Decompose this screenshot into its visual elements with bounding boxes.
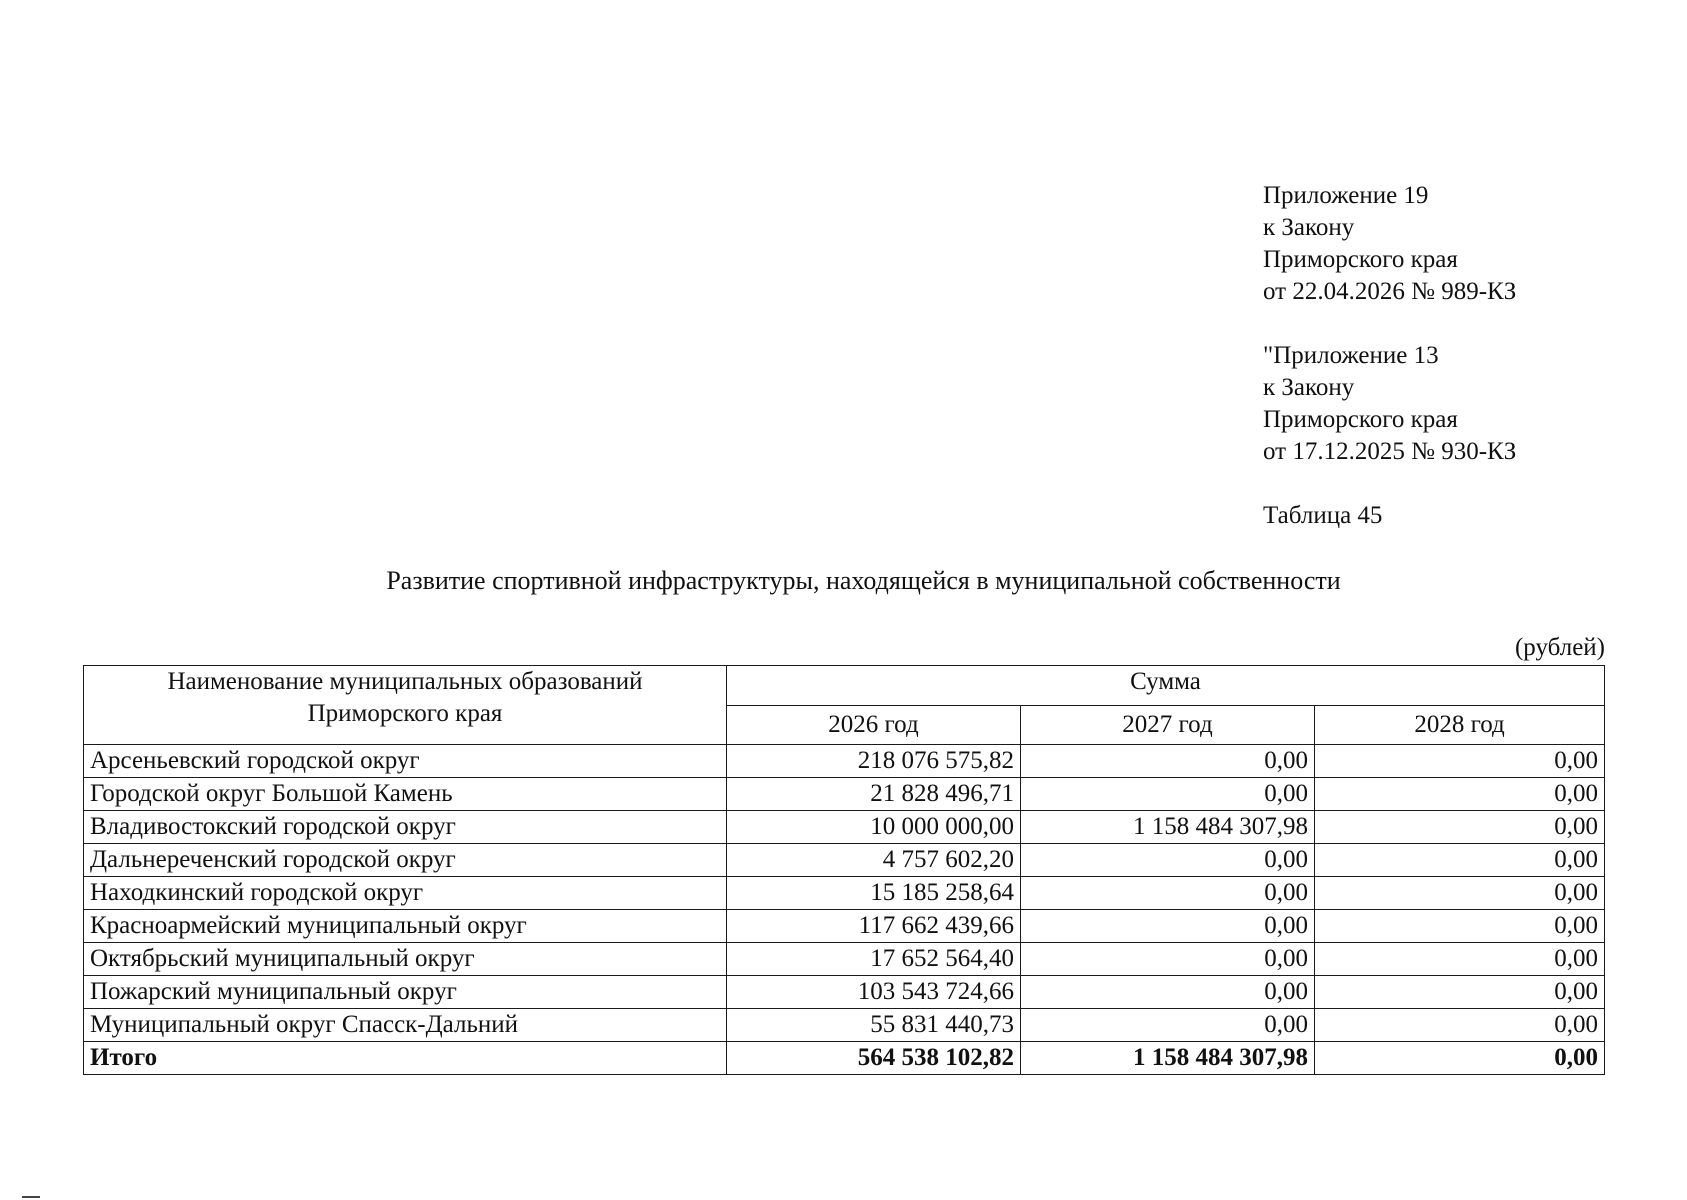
municipality-name: Городской округ Большой Камень [84,778,727,811]
table-row [84,943,1605,976]
amount-2027: 0,00 [1021,943,1315,976]
amount-2028: 0,00 [1315,745,1605,778]
amount-2027: 0,00 [1021,778,1315,811]
annex-amended-reference [1263,340,1516,468]
municipality-name: Октябрьский муниципальный округ [84,943,727,976]
total-2026: 564 538 102,82 [727,1042,1021,1075]
annex-line: Приморского края [1263,406,1458,433]
amount-2026: 218 076 575,82 [727,745,1021,778]
municipality-name: Арсеньевский городской округ [84,745,727,778]
amount-2026: 21 828 496,71 [727,778,1021,811]
header-municipality-line: Наименование муниципальных образований [167,668,643,695]
scan-artifact [22,1196,40,1198]
table-row [84,877,1605,910]
amount-2027: 0,00 [1021,877,1315,910]
annex-line: Приложение 19 [1263,182,1429,209]
header-year-2026: 2026 год [727,705,1021,745]
amount-2026: 17 652 564,40 [727,943,1021,976]
header-year-2027: 2027 год [1021,705,1315,745]
amount-2028: 0,00 [1315,976,1605,1009]
header-municipality-line: Приморского края [307,700,503,727]
amount-2026: 15 185 258,64 [727,877,1021,910]
amount-2028: 0,00 [1315,877,1605,910]
amount-2026: 10 000 000,00 [727,811,1021,844]
table-row [84,910,1605,943]
amount-2027: 0,00 [1021,844,1315,877]
total-2027: 1 158 484 307,98 [1021,1042,1315,1075]
annex-line: к Закону [1263,374,1355,401]
amount-2028: 0,00 [1315,811,1605,844]
amount-2027: 0,00 [1021,1009,1315,1042]
annex-line: от 22.04.2026 № 989-КЗ [1263,278,1517,305]
amount-2028: 0,00 [1315,910,1605,943]
amount-2027: 1 158 484 307,98 [1021,811,1315,844]
amount-2027: 0,00 [1021,976,1315,1009]
total-2028: 0,00 [1315,1042,1605,1075]
amount-2026: 55 831 440,73 [727,1009,1021,1042]
table-row [84,976,1605,1009]
header-year-2028: 2028 год [1315,705,1605,745]
municipality-name: Муниципальный округ Спасск-Дальний [84,1009,727,1042]
amount-2028: 0,00 [1315,943,1605,976]
municipality-name: Владивостокский городской округ [84,811,727,844]
annex-line: Приморского края [1263,246,1458,273]
annex-line: от 17.12.2025 № 930-КЗ [1263,438,1517,465]
amount-2026: 103 543 724,66 [727,976,1021,1009]
amount-2028: 0,00 [1315,1009,1605,1042]
amount-2028: 0,00 [1315,778,1605,811]
table-row [84,778,1605,811]
amount-2027: 0,00 [1021,745,1315,778]
amount-2026: 117 662 439,66 [727,910,1021,943]
units-label: (рублей) [1514,634,1605,661]
municipality-name: Пожарский муниципальный округ [84,976,727,1009]
table-row [84,1009,1605,1042]
annex-current-reference [1263,180,1516,308]
annex-line: "Приложение 13 [1263,342,1439,369]
header-sum: Сумма [727,666,1605,706]
header-municipality [84,666,727,745]
table-total-row [84,1042,1605,1075]
amount-2026: 4 757 602,20 [727,844,1021,877]
funding-table [83,665,1605,1075]
document-title: Развитие спортивной инфраструктуры, находящейся в муниципальной собственности [386,566,1341,595]
table-number: Таблица 45 [1263,502,1383,529]
table-row [84,745,1605,778]
total-label: Итого [84,1042,727,1075]
annex-line: к Закону [1263,214,1355,241]
municipality-name: Находкинский городской округ [84,877,727,910]
table-row [84,811,1605,844]
table-body [84,745,1605,1075]
amount-2027: 0,00 [1021,910,1315,943]
table-row [84,844,1605,877]
amount-2028: 0,00 [1315,844,1605,877]
municipality-name: Красноармейский муниципальный округ [84,910,727,943]
municipality-name: Дальнереченский городской округ [84,844,727,877]
